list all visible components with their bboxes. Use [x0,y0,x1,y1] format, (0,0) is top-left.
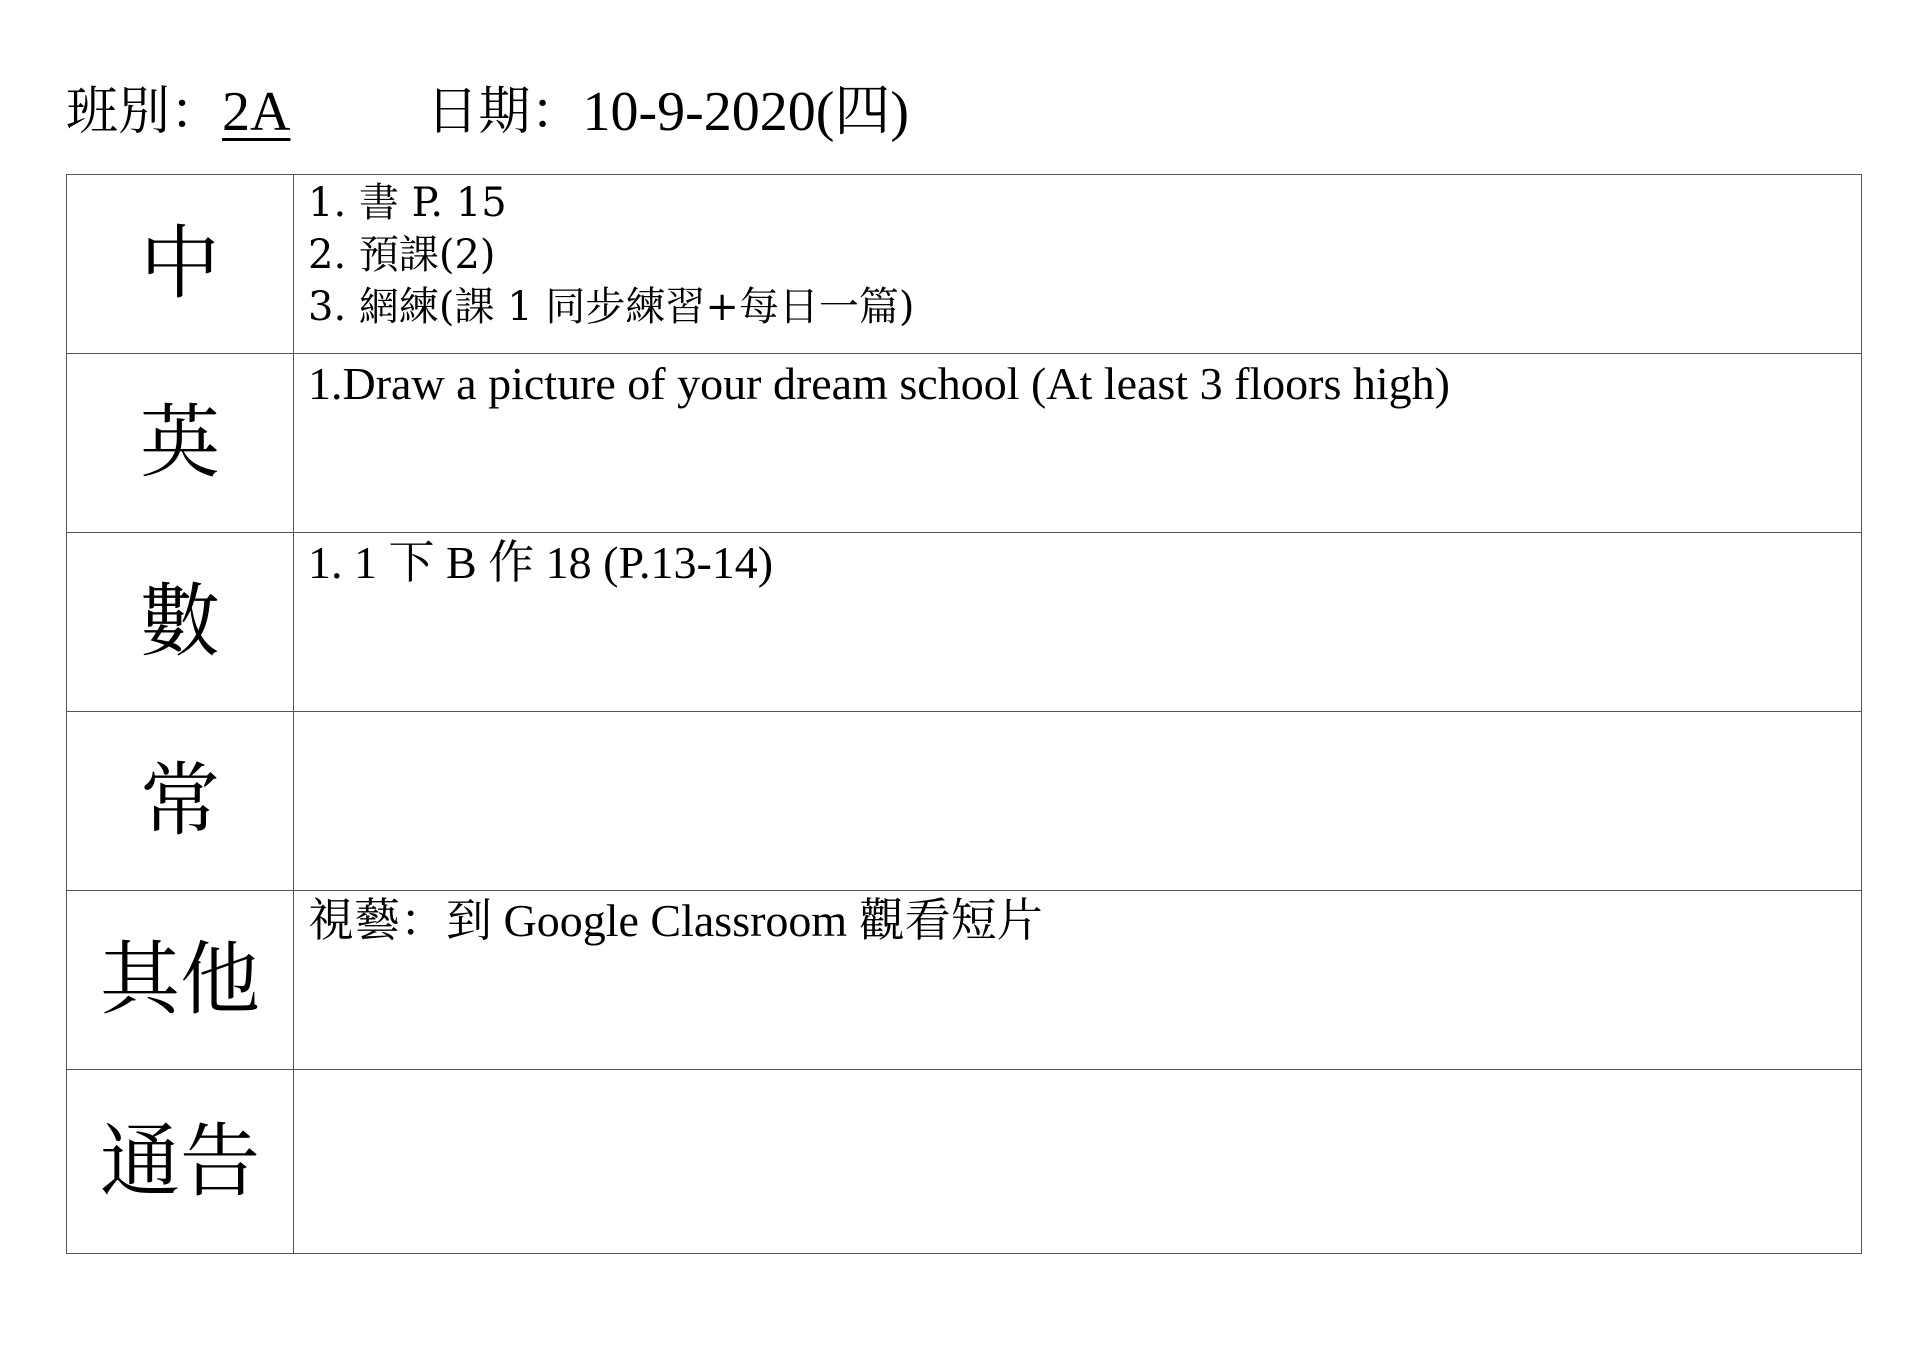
subject-row-notices [67,1070,1862,1254]
date-group [426,72,909,152]
homework-cell-chinese [294,175,1862,354]
class-label: 班別： [66,82,223,142]
subject-row-others [67,891,1862,1070]
date-label: 日期： [426,82,583,142]
homework-line: 2. 預課(2) [308,232,496,278]
header [66,72,909,152]
homework-cell-english [294,354,1862,533]
homework-line: 視藝：到 Google Classroom 觀看短片 [308,895,1043,946]
homework-line: 1. 書 P. 15 [308,180,507,226]
subject-label: 中 [67,175,294,354]
subject-label: 數 [67,533,294,712]
homework-line: 1. 1 下 B 作 18 (P.13-14) [308,537,774,588]
homework-cell-others [294,891,1862,1070]
subject-row-english [67,354,1862,533]
subject-row-chinese [67,175,1862,354]
homework-cell-general-studies [294,712,1862,891]
date-value: 10-9-2020(四) [582,81,910,143]
class-value: 2A [222,81,291,143]
homework-line: 3. 網練(課 1 同步練習+每日一篇) [308,284,915,330]
subject-label: 常 [67,712,294,891]
homework-table [66,174,1862,1254]
homework-cell-notices [294,1070,1862,1254]
subject-row-math [67,533,1862,712]
subject-label: 英 [67,354,294,533]
subject-row-general-studies [67,712,1862,891]
subject-label: 其他 [67,891,294,1070]
subject-label: 通告 [67,1070,294,1254]
homework-line: 1.Draw a picture of your dream school (At least 3 floors high) [308,358,1451,409]
homework-cell-math [294,533,1862,712]
